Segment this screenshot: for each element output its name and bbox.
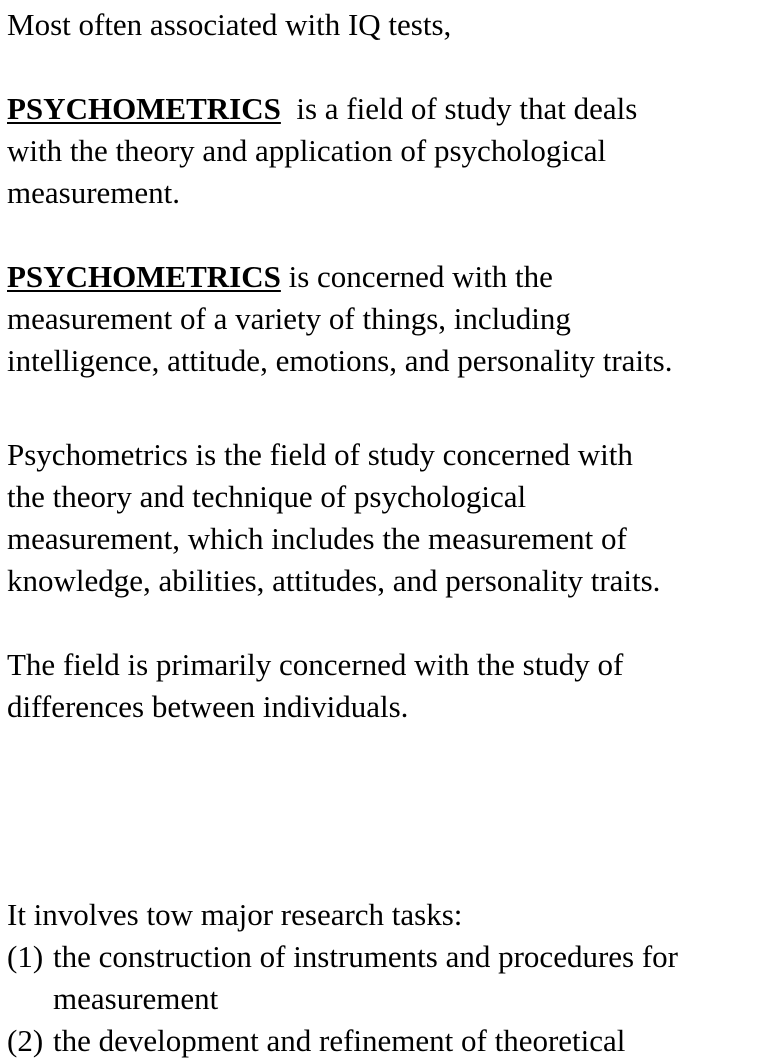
paragraph-line: with the theory and application of psychological <box>7 133 607 168</box>
paragraph-text: is a field of study that deals <box>280 91 638 126</box>
paragraph-text: is concerned with the <box>280 259 553 294</box>
paragraph-line: measurement of a variety of things, including <box>7 301 571 336</box>
paragraph-line: intelligence, attitude, emotions, and personality traits. <box>7 343 673 378</box>
paragraph-psychometrics-concerns <box>7 256 767 382</box>
intro-line: Most often associated with IQ tests, <box>7 7 452 42</box>
list-item-line: the construction of instruments and procedures for <box>53 939 678 974</box>
paragraph-line <box>7 256 767 298</box>
paragraph-field-of-study <box>7 434 767 602</box>
list-item-line: the development and refinement of theoretical <box>53 1023 626 1058</box>
psychometrics-term: PSYCHOMETRICS <box>7 91 281 126</box>
paragraph-line: knowledge, abilities, attitudes, and personality traits. <box>7 563 661 598</box>
research-tasks-heading: It involves tow major research tasks: <box>7 897 463 932</box>
list-item-number: (1) <box>7 939 44 974</box>
paragraph-line: Psychometrics is the field of study concerned with <box>7 437 633 472</box>
paragraph-line: measurement, which includes the measurement of <box>7 521 627 556</box>
paragraph-individual-differences <box>7 644 767 728</box>
paragraph-line: the theory and technique of psychological <box>7 479 527 514</box>
list-item-text <box>53 936 678 1020</box>
paragraph-psychometrics-definition <box>7 88 767 214</box>
list-item-number: (2) <box>7 1023 44 1058</box>
list-item-line: measurement <box>53 981 219 1016</box>
list-item-text <box>53 1020 625 1062</box>
paragraph-line: differences between individuals. <box>7 689 409 724</box>
psychometrics-term: PSYCHOMETRICS <box>7 259 281 294</box>
document-page <box>7 4 767 1062</box>
list-item <box>7 936 767 1020</box>
paragraph-line: The field is primarily concerned with the study of <box>7 647 624 682</box>
research-tasks-section <box>7 894 767 1062</box>
paragraph-line <box>7 88 767 130</box>
list-item <box>7 1020 767 1062</box>
paragraph-line: measurement. <box>7 175 181 210</box>
